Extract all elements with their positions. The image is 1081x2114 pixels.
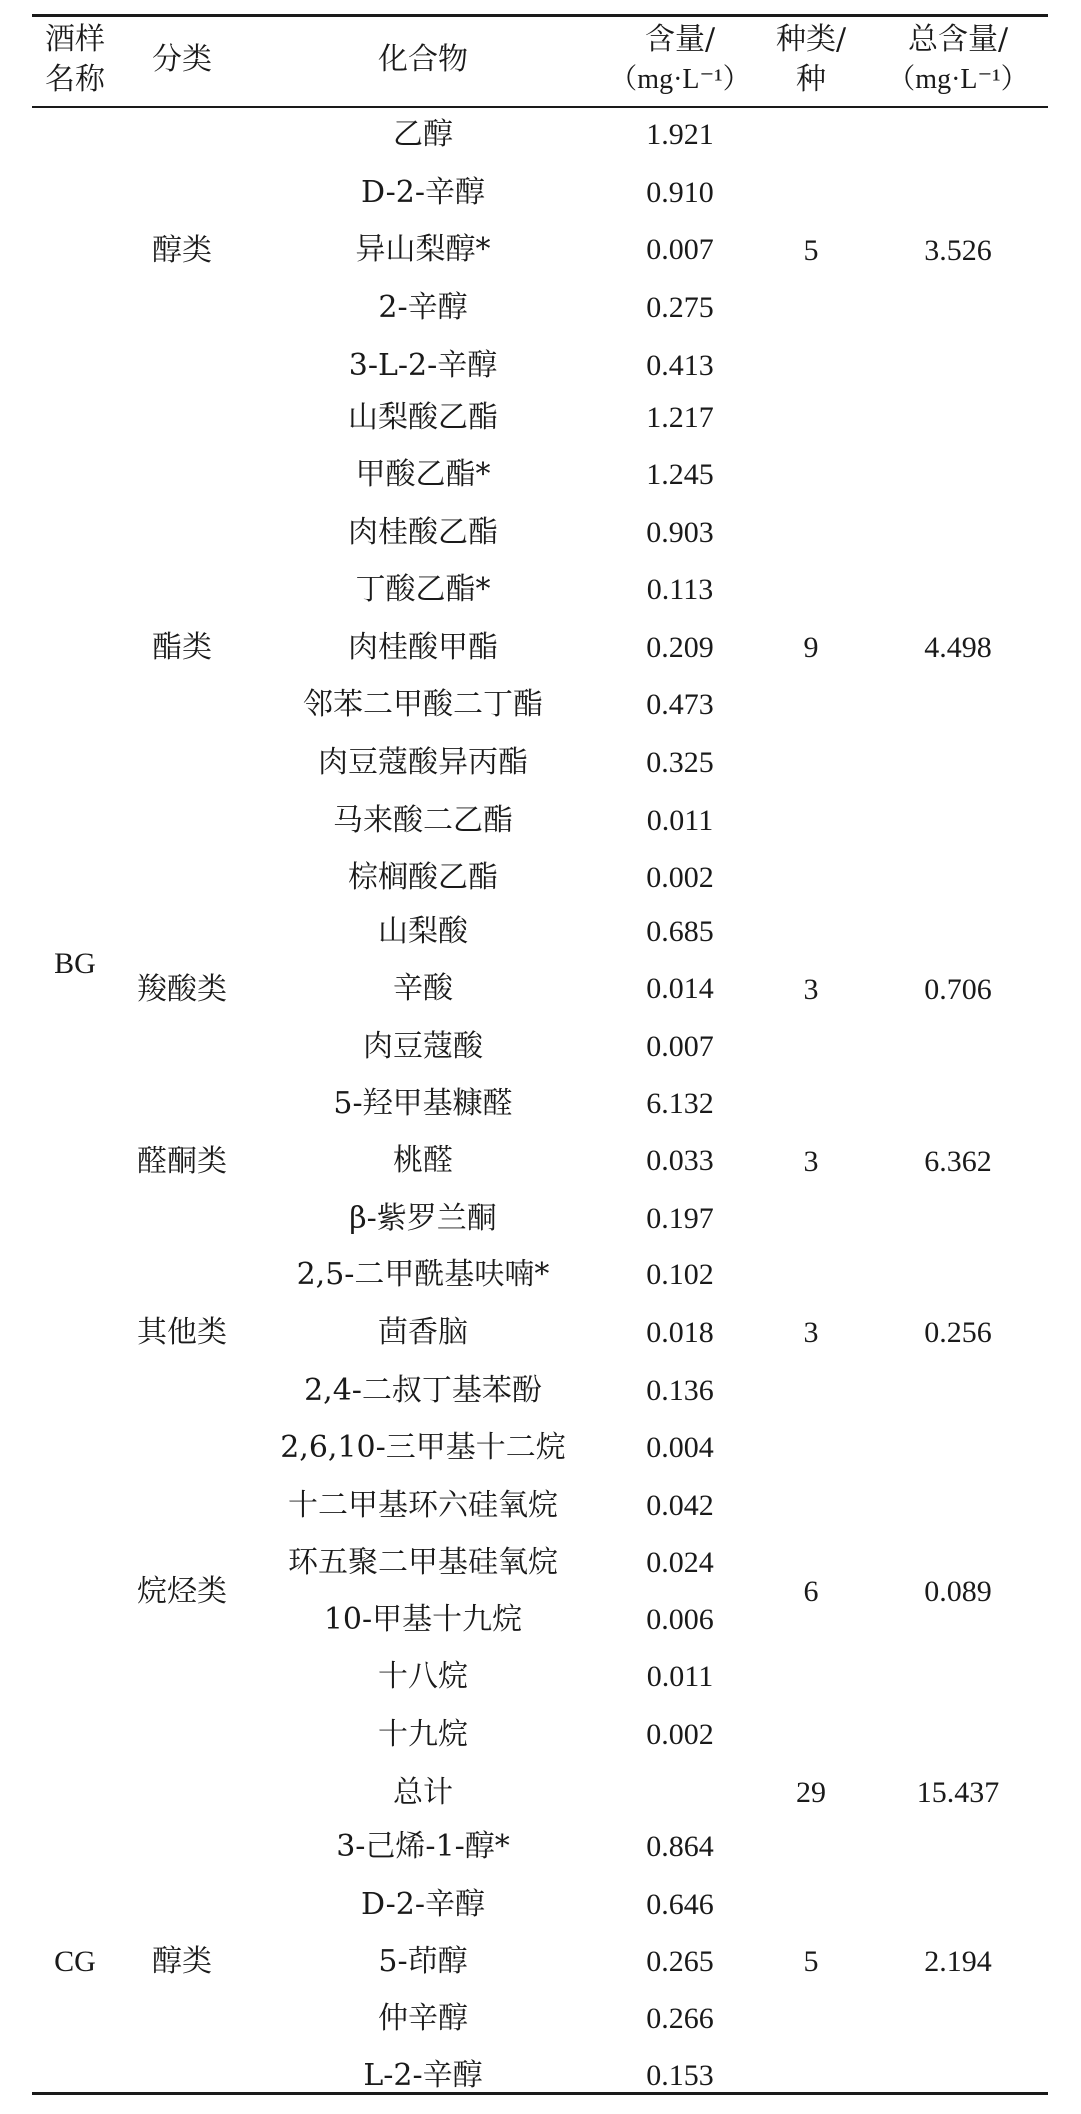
content-cell: 0.018 xyxy=(646,1316,714,1349)
content-cell: 0.007 xyxy=(646,233,714,266)
kinds-cell: 6 xyxy=(803,1574,819,1608)
content-cell: 0.042 xyxy=(646,1489,714,1522)
category-cell: 羧酸类 xyxy=(137,971,227,1007)
sample-name-cell: CG xyxy=(54,1944,96,1978)
header-compound: 化合物 xyxy=(378,42,468,77)
compound-cell: 棕榈酸乙酯 xyxy=(348,860,498,895)
content-cell: 0.325 xyxy=(646,746,714,779)
table-top-rule xyxy=(32,14,1048,17)
sample-name-cell: BG xyxy=(54,947,96,980)
content-cell: 1.217 xyxy=(646,401,714,434)
compound-cell: β-紫罗兰酮 xyxy=(349,1201,497,1236)
content-cell: 0.413 xyxy=(646,349,714,382)
total-content-cell: 6.362 xyxy=(924,1144,992,1178)
compound-cell: 十二甲基环六硅氧烷 xyxy=(288,1488,558,1523)
compound-cell: 辛酸 xyxy=(393,971,453,1006)
kinds-cell: 5 xyxy=(803,1944,819,1978)
content-cell: 0.910 xyxy=(646,176,714,209)
category-cell: 醛酮类 xyxy=(137,1143,227,1179)
category-cell: 酯类 xyxy=(152,630,212,665)
kinds-cell: 3 xyxy=(803,1144,819,1178)
compound-cell: 马来酸二乙酯 xyxy=(333,803,513,838)
table-bottom-rule xyxy=(32,2092,1048,2095)
content-cell: 0.864 xyxy=(646,1830,714,1863)
compound-cell: 山梨酸 xyxy=(378,914,468,949)
header-kinds: 种类/ 种 xyxy=(775,22,847,97)
kinds-cell: 3 xyxy=(803,972,819,1006)
content-cell: 0.197 xyxy=(646,1202,714,1235)
compound-cell: 2,6,10-三甲基十二烷 xyxy=(280,1430,566,1465)
compound-cell: 乙醇 xyxy=(393,117,453,152)
content-cell: 0.002 xyxy=(646,1718,714,1751)
content-cell: 0.473 xyxy=(646,688,714,721)
compound-cell: 茴香脑 xyxy=(378,1315,468,1350)
header-sample-name: 酒样 名称 xyxy=(45,22,105,97)
compound-cell: D-2-辛醇 xyxy=(361,175,485,210)
compound-cell: 3-L-2-辛醇 xyxy=(348,348,498,383)
category-cell: 醇类 xyxy=(152,1943,212,1979)
compound-cell: 总计 xyxy=(393,1775,453,1810)
compound-cell: 3-己烯-1-醇* xyxy=(336,1829,510,1864)
compound-cell: 肉桂酸乙酯 xyxy=(348,515,498,550)
compound-cell: L-2-辛醇 xyxy=(363,2058,483,2093)
content-cell: 0.136 xyxy=(646,1374,714,1407)
category-cell: 其他类 xyxy=(137,1315,227,1350)
header-category: 分类 xyxy=(152,42,212,77)
content-cell: 6.132 xyxy=(646,1087,714,1120)
total-content-cell: 0.706 xyxy=(924,972,992,1006)
header-total-content: 总含量/ （mg·L⁻¹） xyxy=(887,22,1029,95)
compound-cell: D-2-辛醇 xyxy=(361,1887,485,1922)
content-cell: 1.245 xyxy=(646,458,714,491)
category-cell: 醇类 xyxy=(152,232,212,268)
compound-cell: 肉豆蔻酸 xyxy=(363,1029,483,1064)
content-cell: 0.006 xyxy=(646,1603,714,1636)
compound-cell: 桃醛 xyxy=(393,1143,453,1178)
compound-cell: 5-羟甲基糠醛 xyxy=(333,1086,513,1121)
compound-cell: 丁酸乙酯* xyxy=(355,572,491,607)
content-cell: 0.266 xyxy=(646,2002,714,2035)
compound-cell: 肉桂酸甲酯 xyxy=(348,630,498,665)
total-content-cell: 0.256 xyxy=(924,1316,992,1349)
content-cell: 0.014 xyxy=(646,972,714,1005)
compound-cell: 十九烷 xyxy=(378,1717,468,1752)
total-content-cell: 3.526 xyxy=(924,233,992,267)
content-cell: 0.265 xyxy=(646,1945,714,1978)
content-cell: 0.007 xyxy=(646,1030,714,1063)
compound-cell: 甲酸乙酯* xyxy=(355,457,491,492)
header-content: 含量/ （mg·L⁻¹） xyxy=(609,22,751,95)
content-cell: 0.685 xyxy=(646,915,714,948)
total-content-cell: 0.089 xyxy=(924,1574,992,1608)
content-cell: 0.903 xyxy=(646,516,714,549)
content-cell: 0.033 xyxy=(646,1144,714,1177)
kinds-cell: 9 xyxy=(803,631,819,664)
compound-cell: 2-辛醇 xyxy=(378,290,468,325)
compound-cell: 环五聚二甲基硅氧烷 xyxy=(288,1545,558,1580)
compound-cell: 邻苯二甲酸二丁酯 xyxy=(303,687,543,722)
total-content-cell: 2.194 xyxy=(924,1944,992,1978)
kinds-cell: 3 xyxy=(803,1316,819,1349)
compound-cell: 2,4-二叔丁基苯酚 xyxy=(304,1373,542,1408)
compound-cell: 十八烷 xyxy=(378,1659,468,1694)
compound-cell: 仲辛醇 xyxy=(378,2001,468,2036)
content-cell: 0.102 xyxy=(646,1258,714,1291)
kinds-cell: 5 xyxy=(803,233,819,267)
compound-cell: 10-甲基十九烷 xyxy=(323,1602,523,1637)
content-cell: 0.113 xyxy=(646,573,714,606)
compound-cell: 5-茚醇 xyxy=(378,1944,468,1979)
compound-cell: 2,5-二甲酰基呋喃* xyxy=(296,1257,550,1292)
total-content-cell: 4.498 xyxy=(924,631,992,664)
content-cell: 0.004 xyxy=(646,1431,714,1464)
compound-cell: 山梨酸乙酯 xyxy=(348,400,498,435)
total-content-cell: 15.437 xyxy=(916,1776,1000,1809)
content-cell: 0.024 xyxy=(646,1546,714,1579)
kinds-cell: 29 xyxy=(796,1776,826,1809)
compound-cell: 异山梨醇* xyxy=(355,232,491,267)
category-cell: 烷烃类 xyxy=(137,1573,227,1609)
content-cell: 0.011 xyxy=(646,804,714,837)
content-cell: 0.002 xyxy=(646,861,714,894)
content-cell: 0.275 xyxy=(646,291,714,324)
table-header-rule xyxy=(32,106,1048,108)
compound-cell: 肉豆蔻酸异丙酯 xyxy=(318,745,528,780)
content-cell: 0.153 xyxy=(646,2059,714,2092)
content-cell: 0.011 xyxy=(646,1660,714,1693)
content-cell: 0.209 xyxy=(646,631,714,664)
content-cell: 0.646 xyxy=(646,1888,714,1921)
content-cell: 1.921 xyxy=(646,118,714,151)
